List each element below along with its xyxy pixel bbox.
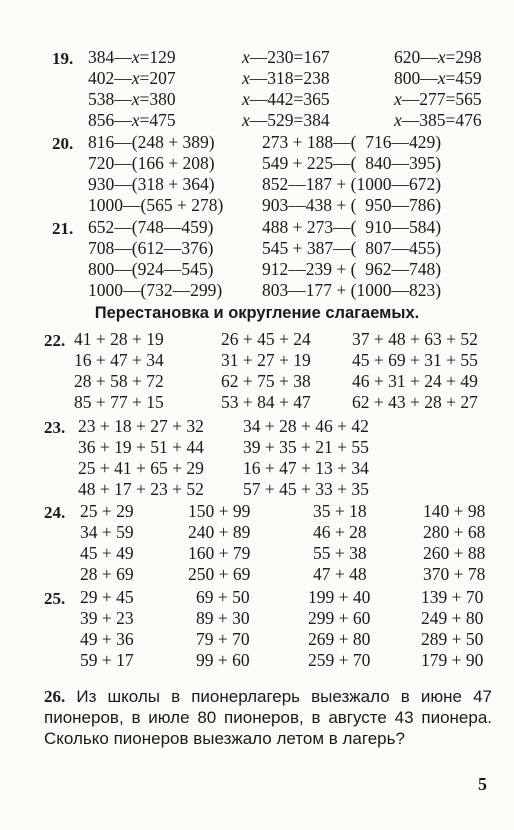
expression: 28 + 58 + 72 xyxy=(74,371,164,391)
expression: 912—239 + ( 962—748) xyxy=(262,259,442,279)
expression: 150 + 99 xyxy=(188,501,251,521)
expression: 62 + 75 + 38 xyxy=(221,371,311,391)
expression: 370 + 78 xyxy=(423,564,486,584)
section-heading: Перестановка и округление слагаемых. xyxy=(94,304,420,322)
expression: 47 + 48 xyxy=(313,564,367,584)
expression: 23 + 18 + 27 + 32 xyxy=(78,416,204,436)
expression: 29 + 45 xyxy=(80,587,134,607)
expression: 273 + 188—( 716—429) xyxy=(262,132,442,152)
expression: 41 + 28 + 19 xyxy=(74,329,164,349)
expression: 903—438 + ( 950—786) xyxy=(262,195,442,215)
expression: 708—(612—376) xyxy=(88,238,214,258)
expression: 199 + 40 xyxy=(308,587,371,607)
expression: 280 + 68 xyxy=(423,522,486,542)
expression: 488 + 273—( 910—584) xyxy=(262,217,442,237)
expression: 549 + 225—( 840—395) xyxy=(262,153,442,173)
expression: 384—x=129 xyxy=(88,47,176,67)
expression: 36 + 19 + 51 + 44 xyxy=(78,437,204,457)
expression: 28 + 69 xyxy=(80,564,134,584)
expression: 803—177 + (1000—823) xyxy=(262,280,442,300)
expression: 856—x=475 xyxy=(88,110,176,130)
expression: 260 + 88 xyxy=(423,543,486,563)
expression: 25 + 41 + 65 + 29 xyxy=(78,458,204,478)
exercise-number: 19. xyxy=(52,49,74,68)
expression: 99 + 60 xyxy=(196,650,250,670)
exercise-number: 22. xyxy=(44,331,66,350)
expression: 545 + 387—( 807—455) xyxy=(262,238,442,258)
expression: 140 + 98 xyxy=(423,501,486,521)
expression: 59 + 17 xyxy=(80,650,134,670)
expression: 816—(248 + 389) xyxy=(88,132,215,152)
expression: 25 + 29 xyxy=(80,501,134,521)
expression: x—385=476 xyxy=(394,110,482,130)
exercise-number: 24. xyxy=(44,503,66,522)
expression: 1000—(732—299) xyxy=(88,280,223,300)
expression: 57 + 45 + 33 + 35 xyxy=(243,479,369,499)
expression: 16 + 47 + 34 xyxy=(74,350,164,370)
problem-number: 26. xyxy=(44,687,66,706)
exercise-number: 23. xyxy=(44,418,66,437)
expression: 26 + 45 + 24 xyxy=(221,329,311,349)
expression: 250 + 69 xyxy=(188,564,251,584)
expression: 538—x=380 xyxy=(88,89,176,109)
expression: 402—x=207 xyxy=(88,68,176,88)
expression: 249 + 80 xyxy=(421,608,484,628)
expression: 45 + 49 xyxy=(80,543,134,563)
expression: 89 + 30 xyxy=(196,608,250,628)
expression: 37 + 48 + 63 + 52 xyxy=(352,329,478,349)
expression: 852—187 + (1000—672) xyxy=(262,174,442,194)
expression: x—318=238 xyxy=(242,68,330,88)
expression: 800—(924—545) xyxy=(88,259,214,279)
expression: 35 + 18 xyxy=(313,501,367,521)
exercise-number: 20. xyxy=(52,134,74,153)
expression: 269 + 80 xyxy=(308,629,371,649)
word-problem-26 xyxy=(44,686,492,749)
exercise-number: 25. xyxy=(44,589,66,608)
expression: x—529=384 xyxy=(242,110,330,130)
expression: 69 + 50 xyxy=(196,587,250,607)
expression: 930—(318 + 364) xyxy=(88,174,215,194)
expression: x—277=565 xyxy=(394,89,482,109)
expression: 85 + 77 + 15 xyxy=(74,392,164,412)
expression: 55 + 38 xyxy=(313,543,367,563)
expression: 39 + 23 xyxy=(80,608,134,628)
expression: 720—(166 + 208) xyxy=(88,153,215,173)
expression: 62 + 43 + 28 + 27 xyxy=(352,392,478,412)
expression: 1000—(565 + 278) xyxy=(88,195,224,215)
expression: 46 + 31 + 24 + 49 xyxy=(352,371,478,391)
expression: 160 + 79 xyxy=(188,543,251,563)
expression: x—230=167 xyxy=(242,47,330,67)
expression: 46 + 28 xyxy=(313,522,367,542)
expression: 45 + 69 + 31 + 55 xyxy=(352,350,478,370)
expression: 16 + 47 + 13 + 34 xyxy=(243,458,369,478)
expression: 49 + 36 xyxy=(80,629,134,649)
expression: 53 + 84 + 47 xyxy=(221,392,311,412)
expression: 48 + 17 + 23 + 52 xyxy=(78,479,204,499)
expression: 139 + 70 xyxy=(421,587,484,607)
problem-text: Из школы в пионерлагерь выезжало в июне 47 пионеров, в июле 80 пионеров, в августе 43 пионера. Сколько пионеров выезжало летом в лагерь? xyxy=(44,687,492,748)
expression: 620—x=298 xyxy=(394,47,482,67)
expression: 652—(748—459) xyxy=(88,217,214,237)
expression: 179 + 90 xyxy=(421,650,484,670)
expression: 289 + 50 xyxy=(421,629,484,649)
expression: 79 + 70 xyxy=(196,629,250,649)
expression: 800—x=459 xyxy=(394,68,482,88)
expression: 31 + 27 + 19 xyxy=(221,350,311,370)
expression: 39 + 35 + 21 + 55 xyxy=(243,437,369,457)
expression: 259 + 70 xyxy=(308,650,371,670)
page-number: 5 xyxy=(478,774,487,794)
expression: 34 + 28 + 46 + 42 xyxy=(243,416,369,436)
exercise-number: 21. xyxy=(52,219,74,238)
expression: x—442=365 xyxy=(242,89,330,109)
expression: 240 + 89 xyxy=(188,522,251,542)
expression: 299 + 60 xyxy=(308,608,371,628)
expression: 34 + 59 xyxy=(80,522,134,542)
